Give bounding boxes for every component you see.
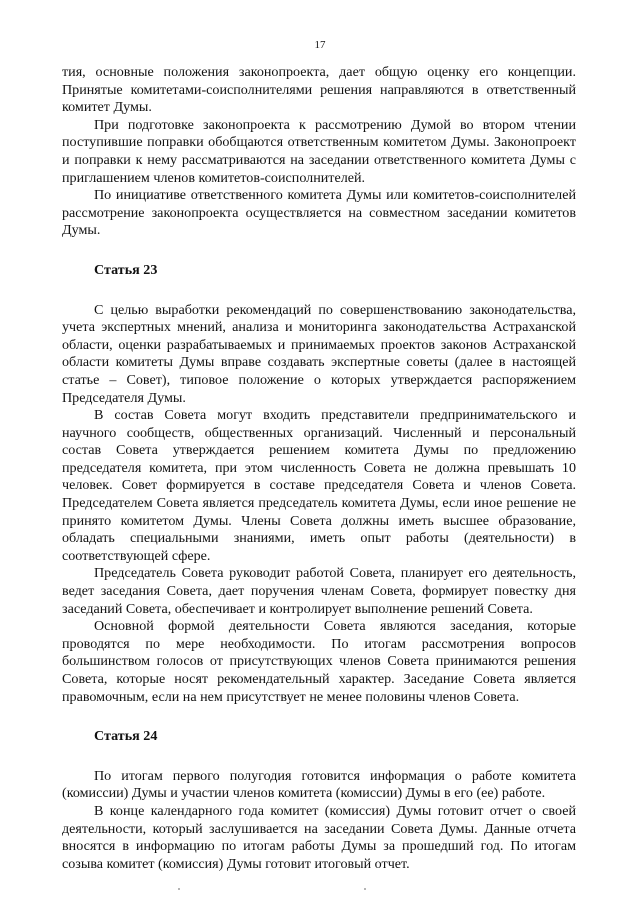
paragraph: Председатель Совета руководит работой Совета, планирует его деятельность, ведет заседания Совета, дает поручения членам Совета, формирует повестку дня заседаний Совета, обеспечивает и контролирует выполнение решений Совета. xyxy=(62,565,576,617)
paragraph: С целью выработки рекомендаций по совершенствованию законодательства, учета экспертных мнений, анализа и мониторинга законодательства Астраханской области, оценки разрабатываемых и принимаемых проектов законов Астраханской области комитеты Думы вправе создавать экспертные советы (далее в настоящей статье – Совет), типовое положение о которых утверждается распоряжением Председателя Думы. xyxy=(62,301,576,406)
paragraph: тия, основные положения законопроекта, дает общую оценку его концепции. Принятые комитетами-соисполнителями решения направляются в ответственный комитет Думы. xyxy=(62,64,576,116)
scan-marks xyxy=(0,888,640,898)
scan-dot xyxy=(178,888,180,890)
paragraph: При подготовке законопроекта к рассмотрению Думой во втором чтении поступившие поправки обобщаются ответственным комитетом Думы. Законопроект и поправки к нему рассматриваются на заседании ответственного комитета Думы с приглашением членов комитетов-соисполнителей. xyxy=(62,116,576,186)
page-number: 17 xyxy=(314,39,326,51)
page-content xyxy=(62,64,576,873)
paragraph: В состав Совета могут входить представители предпринимательского и научного сообществ, общественных организаций. Численный и персональный состав Совета утверждается решением комитета Думы по предложению председателя комитета, при этом численность Совета не должна превышать 10 человек. Совет формируется в составе председателя Совета и членов Совета. Председателем Совета является председатель комитета Думы, если иное решение не принято комитетом Думы. Члены Совета должны иметь высшее образование, обладать специальными знаниями, иметь опыт работы (деятельности) в соответствующей сфере. xyxy=(62,407,576,564)
article-heading: Статья 24 xyxy=(94,728,158,745)
article-heading: Статья 23 xyxy=(94,261,158,278)
paragraph: В конце календарного года комитет (комиссия) Думы готовит отчет о своей деятельности, который заслушивается на заседании Совета Думы. Данные отчета вносятся в информацию по итогам работы Думы за прошедший год. По итогам созыва комитет (комиссия) Думы готовит итоговый отчет. xyxy=(62,802,576,872)
scan-dot xyxy=(364,888,366,890)
paragraph: По итогам первого полугодия готовится информация о работе комитета (комиссии) Думы и участии членов комитета (комиссии) Думы в его (ее) работе. xyxy=(62,767,576,802)
paragraph: Основной формой деятельности Совета являются заседания, которые проводятся по мере необходимости. По итогам рассмотрения вопросов большинством голосов от присутствующих членов Совета принимаются решения Совета, которые носят рекомендательный характер. Заседание Совета является правомочным, если на нем присутствует не менее половины членов Совета. xyxy=(62,618,576,705)
paragraph: По инициативе ответственного комитета Думы или комитетов-соисполнителей рассмотрение законопроекта осуществляется на совместном заседании комитетов Думы. xyxy=(62,187,576,239)
